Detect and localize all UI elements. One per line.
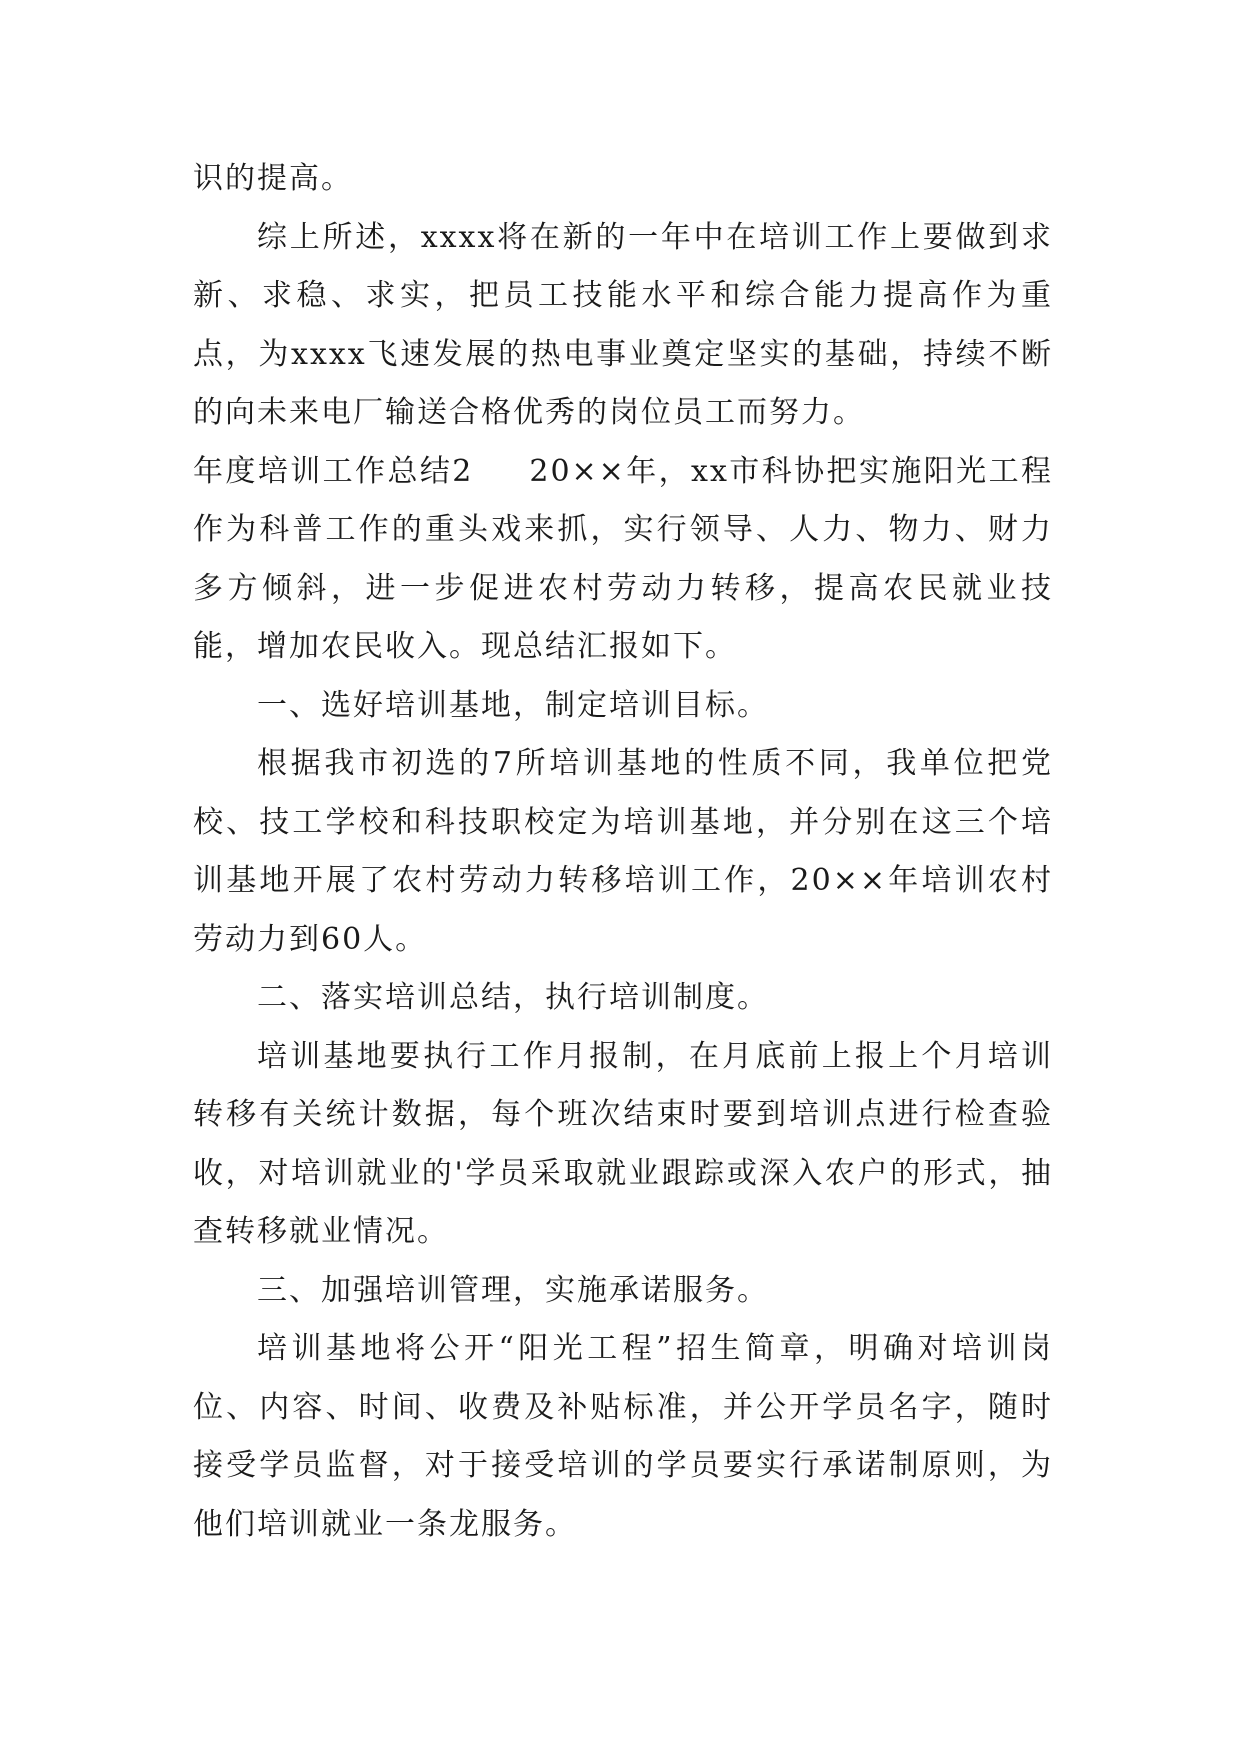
paragraph-continuation: 识的提高。 bbox=[193, 161, 353, 196]
section-paragraph bbox=[193, 443, 1053, 677]
heading-three: 三、加强培训管理，实施承诺服务。 bbox=[257, 1272, 769, 1308]
section-intro: 20××年，xx市科协把实施阳光工程作为科普工作的重头戏来抓，实行领导、人力、物力、财力多方倾斜，进一步促进农村劳动力转移，提高农民就业技能，增加农民收入。现总结汇报如下。 bbox=[193, 453, 1053, 664]
document-page bbox=[193, 150, 1053, 1554]
heading-one: 一、选好培训基地，制定培训目标。 bbox=[257, 687, 769, 723]
paragraph-commitment: 培训基地将公开“阳光工程”招生简章，明确对培训岗位、内容、时间、收费及补贴标准，并公开学员名字，随时接受学员监督，对于接受培训的学员要实行承诺制原则，为他们培训就业一条龙服务。 bbox=[193, 1331, 1053, 1542]
paragraph-reporting: 培训基地要执行工作月报制，在月底前上报上个月培训转移有关统计数据，每个班次结束时要到培训点进行检查验收，对培训就业的'学员采取就业跟踪或深入农户的形式，抽查转移就业情况。 bbox=[193, 1038, 1053, 1249]
section-title: 年度培训工作总结2 bbox=[193, 453, 474, 489]
paragraph-summary: 综上所述，xxxx将在新的一年中在培训工作上要做到求新、求稳、求实，把员工技能水平和综合能力提高作为重点，为xxxx飞速发展的热电事业奠定坚实的基础，持续不断的向未来电厂输送合格优秀的岗位员工而努力。 bbox=[193, 219, 1053, 430]
heading-two: 二、落实培训总结，执行培训制度。 bbox=[257, 980, 769, 1015]
paragraph-bases: 根据我市初选的7所培训基地的性质不同，我单位把党校、技工学校和科技职校定为培训基地，并分别在这三个培训基地开展了农村劳动力转移培训工作，20××年培训农村劳动力到60人。 bbox=[193, 746, 1053, 957]
